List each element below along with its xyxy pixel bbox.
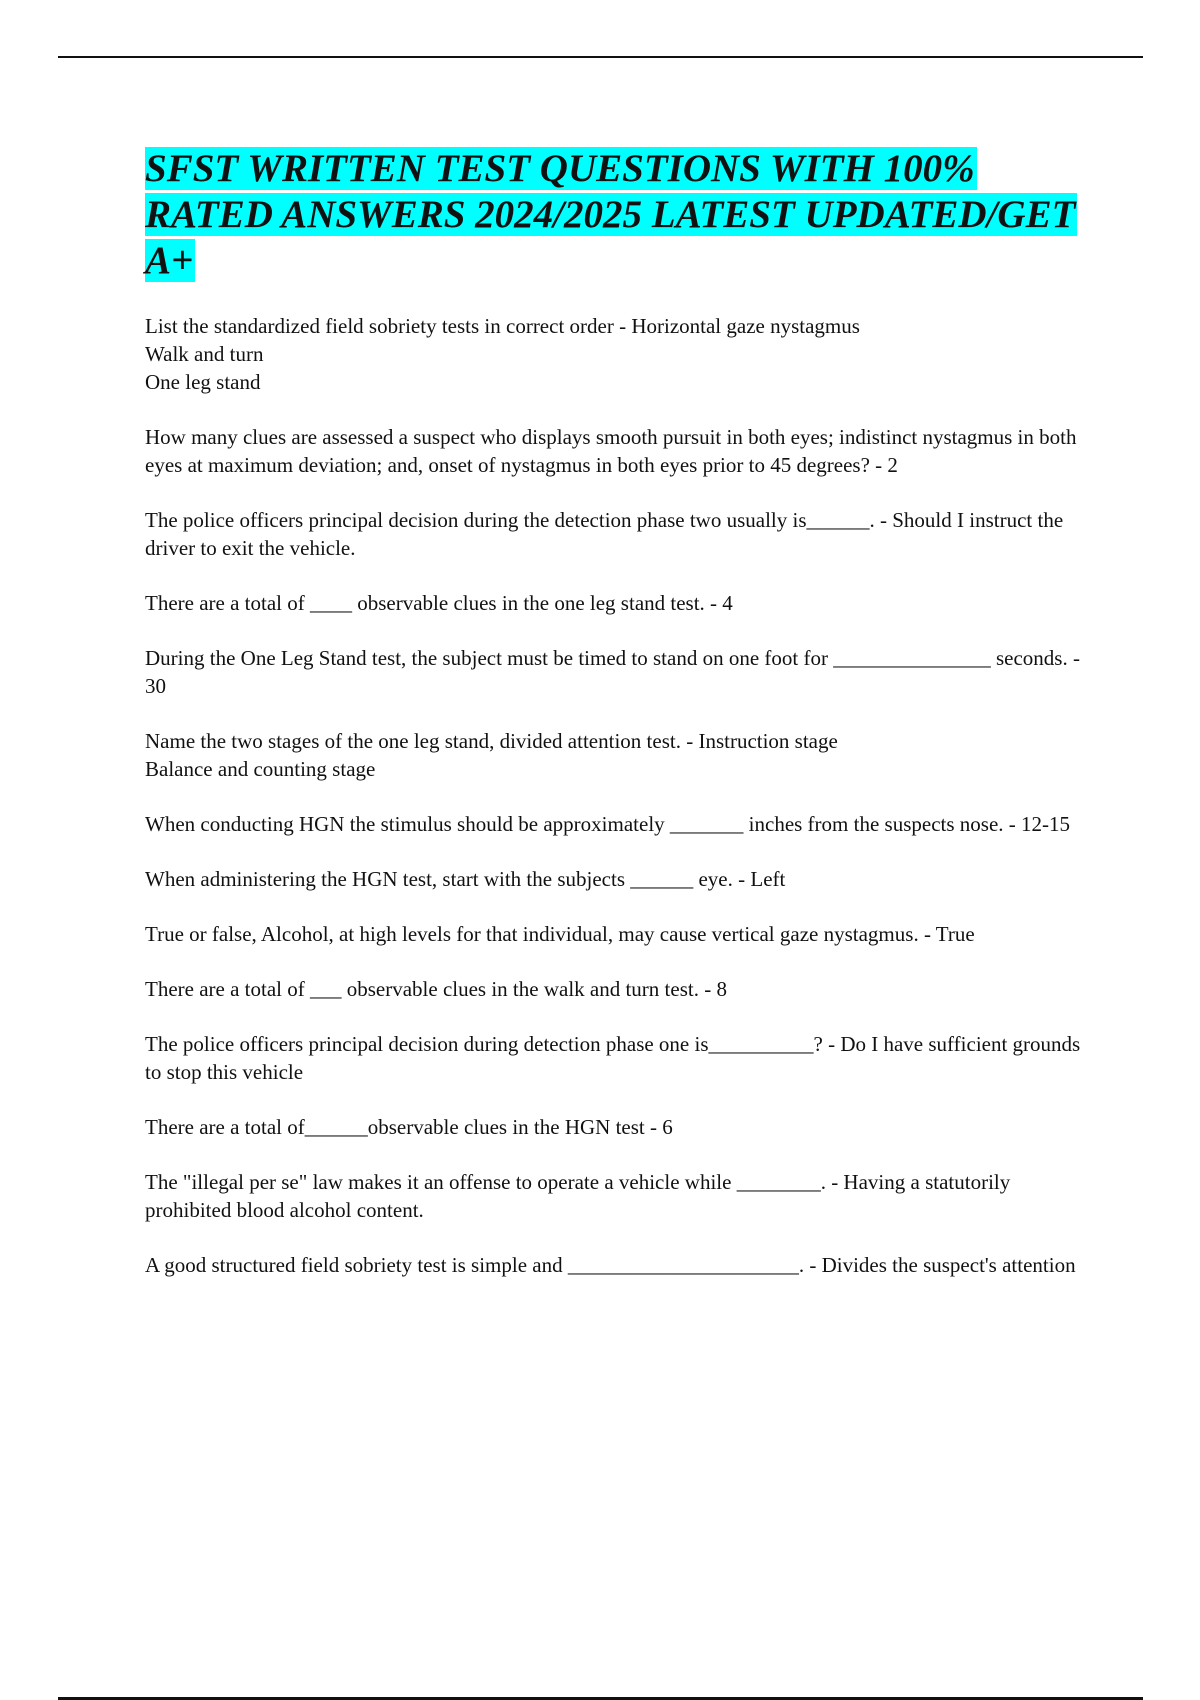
question-item [145, 1030, 1085, 1086]
question-item [145, 920, 1085, 948]
question-text: There are a total of ___ observable clues in the walk and turn test. - 8 [145, 977, 727, 1001]
question-text: The police officers principal decision during detection phase one is__________? - Do I have sufficient grounds to stop this vehicle [145, 1032, 1081, 1084]
document-body [145, 146, 1085, 1306]
answer-continuation-line: One leg stand [145, 370, 261, 394]
answer-continuation-line: Balance and counting stage [145, 757, 376, 781]
question-text: When administering the HGN test, start with the subjects ______ eye. - Left [145, 867, 786, 891]
answer-continuation-line: Walk and turn [145, 342, 264, 366]
question-item [145, 312, 1085, 396]
question-item [145, 975, 1085, 1003]
question-item [145, 727, 1085, 783]
question-item [145, 644, 1085, 700]
question-text: When conducting HGN the stimulus should be approximately _______ inches from the suspects nose. - 12-15 [145, 812, 1071, 836]
question-text: The "illegal per se" law makes it an offense to operate a vehicle while ________. - Having a statutorily prohibited blood alcohol content. [145, 1170, 1011, 1222]
question-text: A good structured field sobriety test is simple and ______________________. - Divides the suspect's attention [145, 1253, 1076, 1277]
question-item [145, 1168, 1085, 1224]
question-text: There are a total of ____ observable clues in the one leg stand test. - 4 [145, 591, 733, 615]
question-item [145, 423, 1085, 479]
question-text: True or false, Alcohol, at high levels for that individual, may cause vertical gaze nystagmus. - True [145, 922, 975, 946]
question-text: During the One Leg Stand test, the subject must be timed to stand on one foot for _______________ seconds. - 30 [145, 646, 1080, 698]
question-item [145, 1113, 1085, 1141]
title-highlight: SFST WRITTEN TEST QUESTIONS WITH 100% RATED ANSWERS 2024/2025 LATEST UPDATED/GET A+ [145, 147, 1076, 282]
question-item [145, 589, 1085, 617]
question-text: List the standardized field sobriety tests in correct order - Horizontal gaze nystagmus [145, 314, 860, 338]
question-list [145, 312, 1085, 1279]
question-item [145, 1251, 1085, 1279]
document-title [145, 146, 1085, 284]
question-text: The police officers principal decision during the detection phase two usually is______. - Should I instruct the driver to exit the vehicle. [145, 508, 1064, 560]
question-item [145, 865, 1085, 893]
question-item [145, 506, 1085, 562]
question-text: Name the two stages of the one leg stand, divided attention test. - Instruction stage [145, 729, 838, 753]
question-text: There are a total of______observable clues in the HGN test - 6 [145, 1115, 673, 1139]
question-text: How many clues are assessed a suspect who displays smooth pursuit in both eyes; indistinct nystagmus in both eyes at maximum deviation; and, onset of nystagmus in both eyes prior to 45 degrees? - 2 [145, 425, 1077, 477]
top-rule [58, 56, 1143, 58]
question-item [145, 810, 1085, 838]
